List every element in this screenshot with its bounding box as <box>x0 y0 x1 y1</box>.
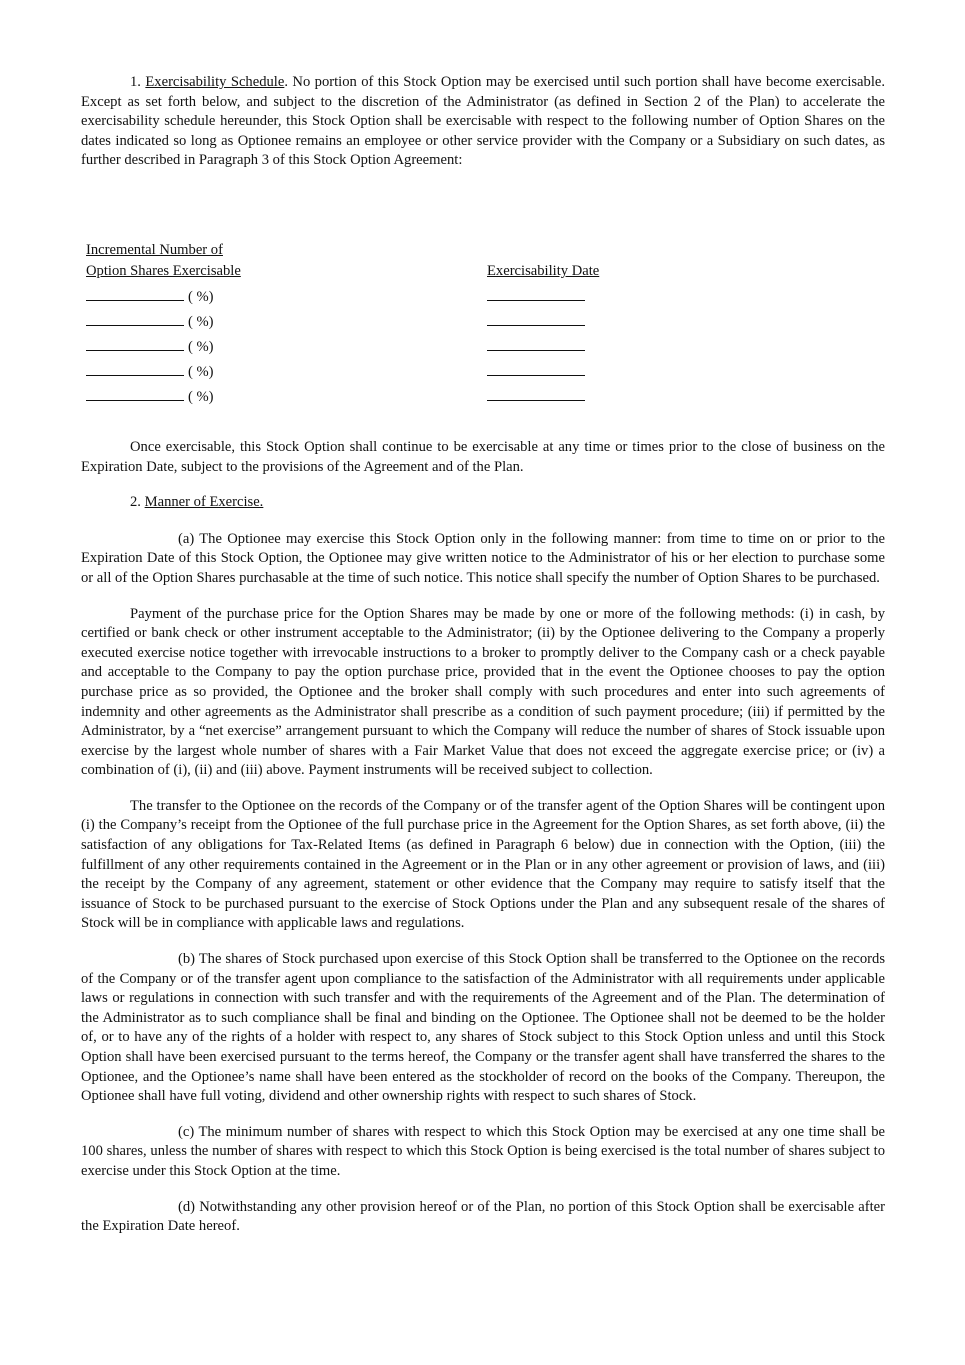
paragraph-transfer: The transfer to the Optionee on the records of the Company or of the transfer agent of the Option Shares will be contingent upon (i) the Company’s receipt from the Optionee of the full purchase price in the Agreement for the Option Shares, as set forth above, (ii) the satisfaction of any obligations for Tax-Related Items (as defined in Paragraph 6 below) due in connection with the Option, (iii) the fulfillment of any other requirements contained in the Agreement or in the Plan or in any other agreement or provision of laws, and (iii) the receipt by the Company of any agreement, statement or other evidence that the Company may require to satisfy itself that the issuance of Stock to be purchased pursuant to the exercise of Stock Options under the Plan and any subsequent resale of the shares of Stock will be in compliance with applicable laws and regulations. <box>81 797 885 932</box>
schedule-col1-header-line2: Option Shares Exercisable <box>86 262 241 279</box>
schedule-col1-header-line1: Incremental Number of <box>86 241 223 258</box>
document-page <box>81 73 885 1237</box>
date-blank-line <box>487 361 585 376</box>
paragraph-2a: (a) The Optionee may exercise this Stock Option only in the following manner: from time to time on or prior to the Expiration Date of this Stock Option, the Optionee may give written notice to the Administrator of his or her election to purchase some or all of the Option Shares purchasable at the time of such notice. This notice shall specify the number of Option Shares to be purchased. <box>81 530 885 586</box>
shares-blank-line <box>86 386 184 401</box>
shares-blank-line <box>86 336 184 351</box>
percent-placeholder: ( %) <box>188 363 214 380</box>
schedule-row <box>86 361 606 381</box>
schedule-row <box>86 311 606 331</box>
date-blank-line <box>487 336 585 351</box>
paragraph-2c: (c) The minimum number of shares with respect to which this Stock Option may be exercised at any one time shall be 100 shares, unless the number of shares with respect to which this Stock Option is being exercised is the total number of shares subject to exercise under this Stock Option at the time. <box>81 1123 885 1179</box>
shares-blank-line <box>86 311 184 326</box>
paragraph-once-exercisable: Once exercisable, this Stock Option shall continue to be exercisable at any time or times prior to the close of business on the Expiration Date, subject to the provisions of the Agreement and of the Plan. <box>81 438 885 475</box>
paragraph-2d: (d) Notwithstanding any other provision hereof or of the Plan, no portion of this Stock Option shall be exercisable after the Expiration Date hereof. <box>81 1198 885 1235</box>
paragraph-payment: Payment of the purchase price for the Option Shares may be made by one or more of the following methods: (i) in cash, by certified or bank check or other instrument acceptable to the Administrator; (ii) by the Optionee delivering to the Company a properly executed exercise notice together with irrevocable instructions to a broker to promptly deliver to the Company cash or a check payable and acceptable to the Company to pay the option purchase price, provided that in the event the Optionee chooses to pay the option purchase price as so provided, the Optionee and the broker shall comply with such procedures and enter into such agreements of indemnity and other agreements as the Administrator shall prescribe as a condition of such payment procedure; (iii) if permitted by the Administrator, by a “net exercise” arrangement pursuant to which the Company will reduce the number of shares of Stock issuable upon exercise by the largest whole number of shares with a Fair Market Value that does not exceed the aggregate exercise price; or (iv) a combination of (i), (ii) and (iii) above. Payment instruments will be received subject to collection. <box>81 605 885 779</box>
date-blank-line <box>487 386 585 401</box>
schedule-row <box>86 286 606 306</box>
section-2-heading-line <box>130 493 885 513</box>
date-blank-line <box>487 311 585 326</box>
section-1-paragraph <box>81 73 885 171</box>
percent-placeholder: ( %) <box>188 288 214 305</box>
schedule-col2-header: Exercisability Date <box>487 262 600 279</box>
section-1-text: . No portion of this Stock Option may be exercised until such portion shall have become exercisable. Except as set forth below, and subject to the discretion of the Administrator (as defined in Section 2 of the Plan) to accelerate the exercisability schedule hereunder, this Stock Option shall be exercisable with respect to the following number of Option Shares on the dates indicated so long as Optionee remains an employee or other service provider with the Company or a Subsidiary on such dates, as further described in Paragraph 3 of this Stock Option Agreement: <box>81 74 886 169</box>
section-1-number: 1. <box>130 74 141 90</box>
percent-placeholder: ( %) <box>188 388 214 405</box>
schedule-row <box>86 386 606 406</box>
section-2-heading: Manner of Exercise. <box>144 494 264 511</box>
shares-blank-line <box>86 286 184 301</box>
section-2-number: 2. <box>130 494 141 511</box>
shares-blank-line <box>86 361 184 376</box>
percent-placeholder: ( %) <box>188 313 214 330</box>
paragraph-2b: (b) The shares of Stock purchased upon exercise of this Stock Option shall be transferred to the Optionee on the records of the Company or of the transfer agent upon compliance to the satisfaction of the Administrator with all requirements under applicable laws or regulations in connection with such transfer and with the requirements of the Agreement and of the Plan. The determination of the Administrator as to such compliance shall be final and binding on the Optionee. The Optionee shall not be deemed to be the holder of, or to have any of the rights of a holder with respect to, any shares of Stock subject to this Stock Option unless and until this Stock Option shall have been exercised pursuant to the terms hereof, the Company or the transfer agent shall have transferred the shares to the Optionee, and the Optionee’s name shall have been entered as the stockholder of record on the books of the Company. Thereupon, the Optionee shall have full voting, dividend and other ownership rights with respect to such shares of Stock. <box>81 951 885 1105</box>
percent-placeholder: ( %) <box>188 338 214 355</box>
exercisability-schedule-table <box>86 241 885 404</box>
date-blank-line <box>487 286 585 301</box>
section-1-heading: Exercisability Schedule <box>145 74 285 90</box>
schedule-row <box>86 336 606 356</box>
